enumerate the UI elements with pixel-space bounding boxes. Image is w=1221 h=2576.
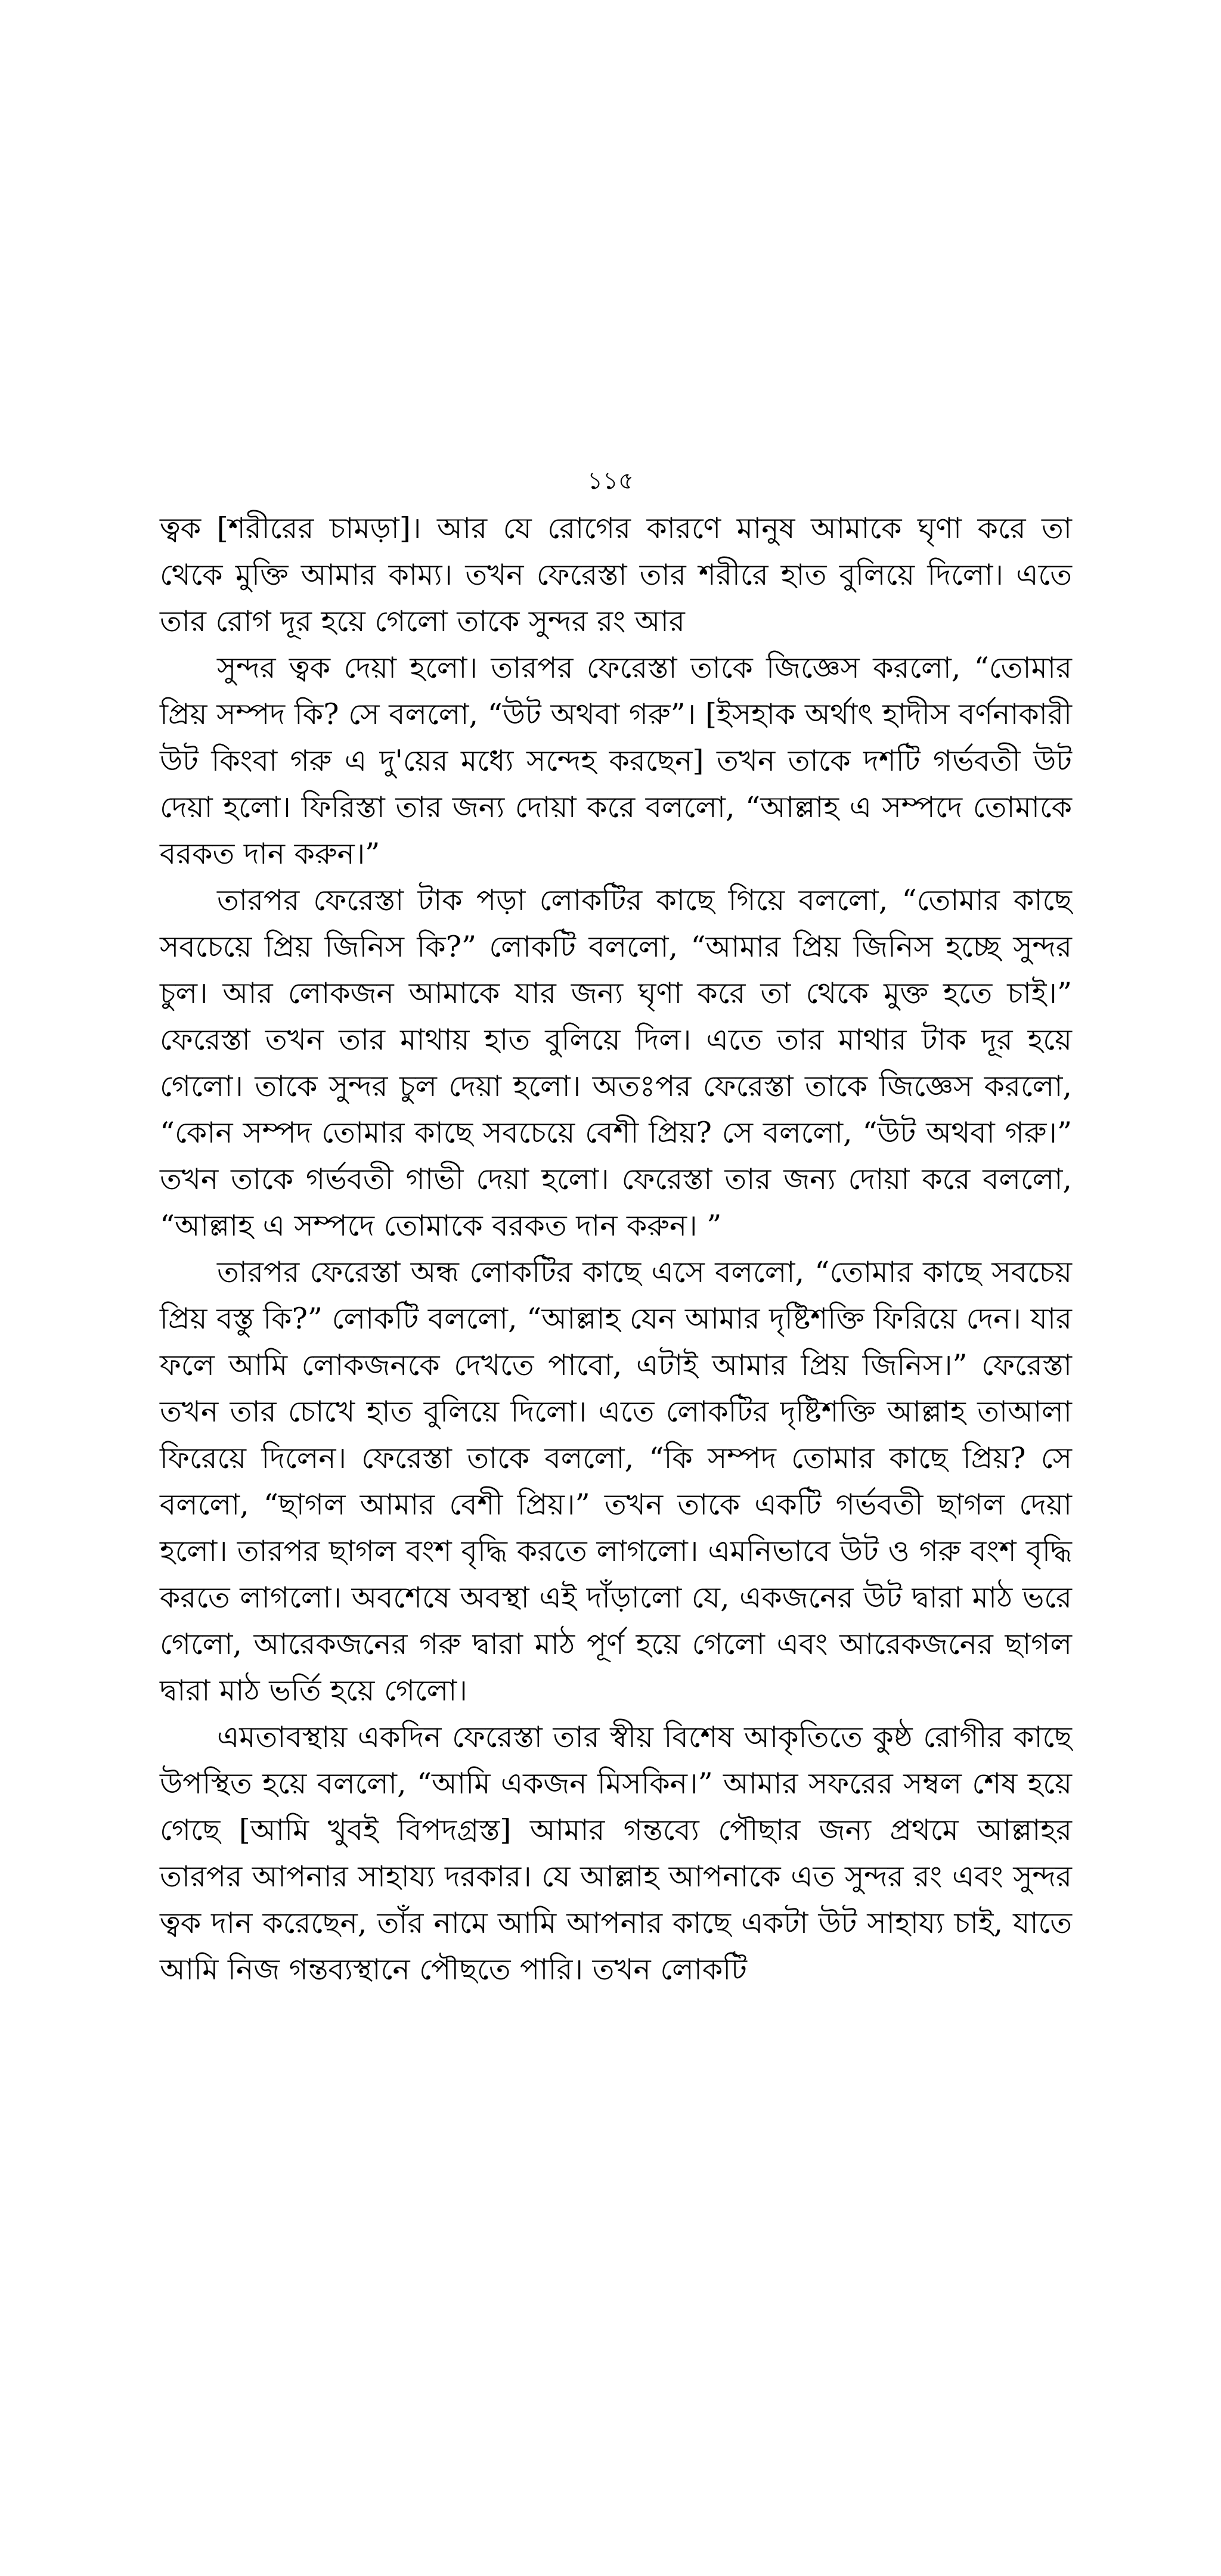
paragraph-continuation: ত্বক [শরীরের চামড়া]। আর যে রোগের কারণে মানুষ আমাকে ঘৃণা করে তা থেকে মুক্তি আমার কাম্য। তখন ফেরেস্তা তার শরীরে হাত বুলিয়ে দিলো। এতে তার রোগ দূর হয়ে গেলো তাকে সুন্দর রং আর bbox=[160, 511, 1072, 638]
page-number: ১১৫ bbox=[587, 467, 634, 495]
paragraph-blind-man: তারপর ফেরেস্তা অন্ধ লোকটির কাছে এসে বললো, “তোমার কাছে সবচেয় প্রিয় বস্তু কি?” লোকটি বললো, “আল্লাহ যেন আমার দৃষ্টিশক্তি ফিরিয়ে দেন। যার ফলে আমি লোকজনকে দেখতে পাবো, এটাই আমার প্রিয় জিনিস।” ফেরেস্তা তখন তার চোখে হাত বুলিয়ে দিলো। এতে লোকটির দৃষ্টিশক্তি আল্লাহ তাআলা ফিরেয়ে দিলেন। ফেরেস্তা তাকে বললো, “কি সম্পদ তোমার কাছে প্রিয়? সে বললো, “ছাগল আমার বেশী প্রিয়।” তখন তাকে একটি গর্ভবতী ছাগল দেয়া হলো। তারপর ছাগল বংশ বৃদ্ধি করতে লাগলো। এমনিভাবে উট ও গরু বংশ বৃদ্ধি করতে লাগলো। অবশেষে অবস্থা এই দাঁড়ালো যে, একজনের উট দ্বারা মাঠ ভরে গেলো, আরেকজনের গরু দ্বারা মাঠ পূর্ণ হয়ে গেলো এবং আরেকজনের ছাগল দ্বারা মাঠ ভর্তি হয়ে গেলো। bbox=[160, 1255, 1072, 1708]
body-text bbox=[160, 505, 1072, 1993]
paragraph-angel-returns: এমতাবস্থায় একদিন ফেরেস্তা তার স্বীয় বিশেষ আকৃতিতে কুষ্ঠ রোগীর কাছে উপস্থিত হয়ে বললো, “আমি একজন মিসকিন।” আমার সফরের সম্বল শেষ হয়ে গেছে [আমি খুবই বিপদগ্রস্ত] আমার গন্তব্যে পৌছার জন্য প্রথমে আল্লাহর তারপর আপনার সাহায্য দরকার। যে আল্লাহ আপনাকে এত সুন্দর রং এবং সুন্দর ত্বক দান করেছেন, তাঁর নামে আমি আপনার কাছে একটা উট সাহায্য চাই, যাতে আমি নিজ গন্তব্যস্থানে পৌছতে পারি। তখন লোকটি bbox=[160, 1720, 1072, 1987]
paragraph-leper-reward: সুন্দর ত্বক দেয়া হলো। তারপর ফেরেস্তা তাকে জিজ্ঞেস করলো, “তোমার প্রিয় সম্পদ কি? সে বললো, “উট অথবা গরু”। [ইসহাক অর্থাৎ হাদীস বর্ণনাকারী উট কিংবা গরু এ দু'য়ের মধ্যে সন্দেহ করছেন] তখন তাকে দশটি গর্ভবতী উট দেয়া হলো। ফিরিস্তা তার জন্য দোয়া করে বললো, “আল্লাহ এ সম্পদে তোমাকে বরকত দান করুন।” bbox=[160, 651, 1072, 871]
paragraph-bald-man: তারপর ফেরেস্তা টাক পড়া লোকটির কাছে গিয়ে বললো, “তোমার কাছে সবচেয়ে প্রিয় জিনিস কি?” লোকটি বললো, “আমার প্রিয় জিনিস হচ্ছে সুন্দর চুল। আর লোকজন আমাকে যার জন্য ঘৃণা করে তা থেকে মুক্ত হতে চাই।” ফেরেস্তা তখন তার মাথায় হাত বুলিয়ে দিল। এতে তার মাথার টাক দূর হয়ে গেলো। তাকে সুন্দর চুল দেয়া হলো। অতঃপর ফেরেস্তা তাকে জিজ্ঞেস করলো, “কোন সম্পদ তোমার কাছে সবচেয়ে বেশী প্রিয়? সে বললো, “উট অথবা গরু।” তখন তাকে গর্ভবতী গাভী দেয়া হলো। ফেরেস্তা তার জন্য দোয়া করে বললো, “আল্লাহ এ সম্পদে তোমাকে বরকত দান করুন। ” bbox=[160, 883, 1072, 1243]
